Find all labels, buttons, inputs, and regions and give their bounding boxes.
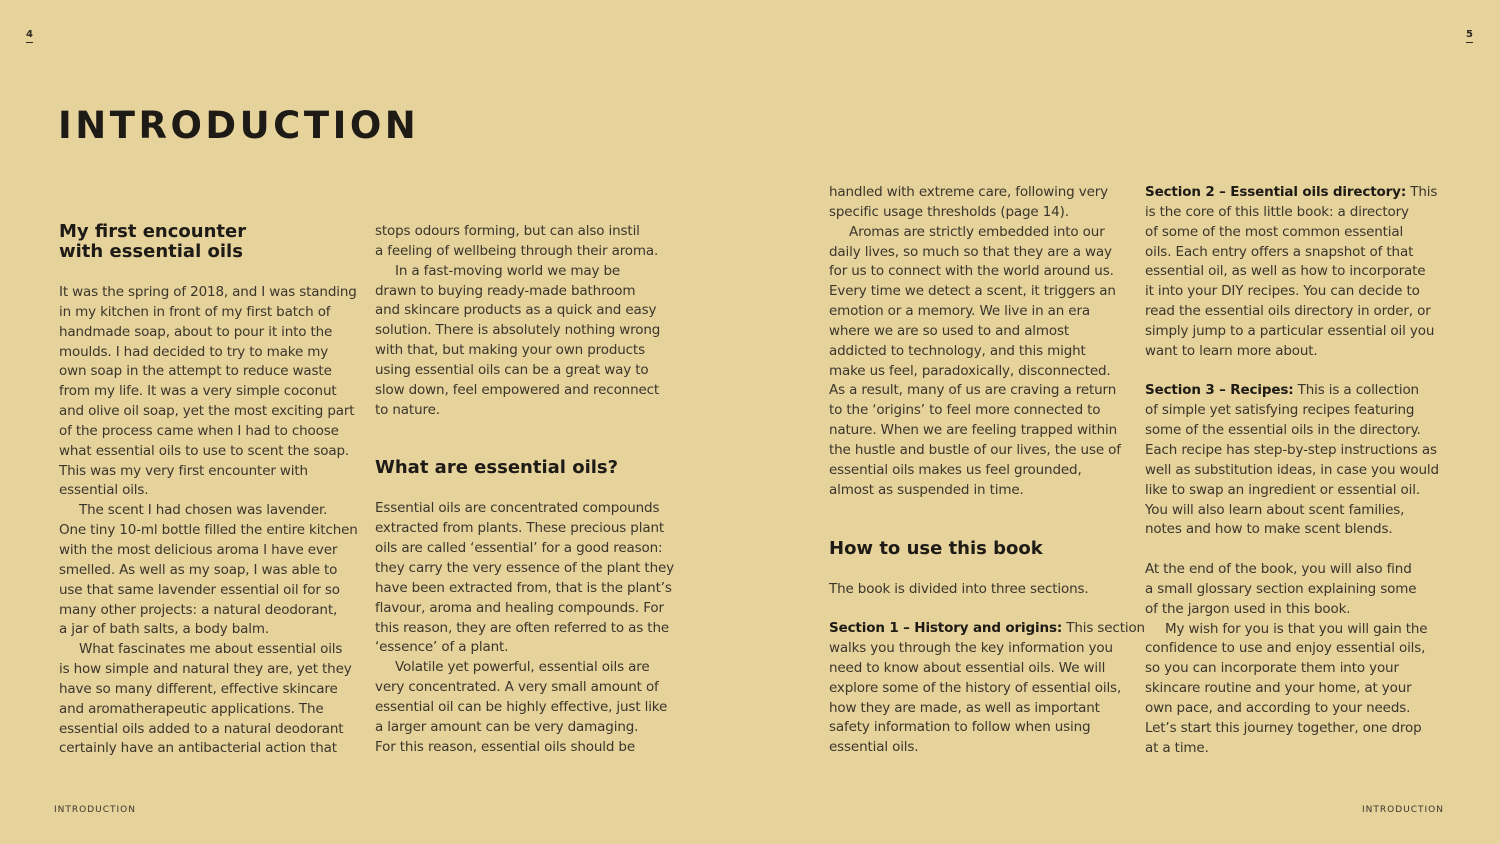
text-line: drawn to buying ready-made bathroom [375,282,636,299]
heading-first-encounter-line-2: with essential oils [59,241,243,262]
text-line: oils. Each entry offers a snapshot of that [1145,243,1414,260]
text-line: well as substitution ideas, in case you would [1145,461,1439,478]
heading-how-to-use-this-book: How to use this book [829,537,1043,559]
text-line: This was my very first encounter with [59,462,308,479]
text-line: some of the essential oils in the directory. [1145,422,1421,439]
text-line: daily lives, so much so that they are a way [829,243,1112,260]
running-footer-left: INTRODUCTION [54,805,136,815]
text-line: At the end of the book, you will also find [1145,561,1412,578]
text-line: The book is divided into three sections. [829,580,1089,597]
text-line: safety information to follow when using [829,719,1091,736]
text-line: like to swap an ingredient or essential oil. [1145,481,1420,498]
text-line: essential oil can be highly effective, just like [375,698,668,715]
text-line: Every time we detect a scent, it triggers an [829,283,1116,300]
text-line: flavour, aroma and healing compounds. For [375,599,664,616]
text-line: of some of the most common essential [1145,223,1404,240]
page-title: INTRODUCTION [58,104,420,147]
text-line: essential oils added to a natural deodorant [59,720,344,737]
text-line: with the most delicious aroma I have ever [59,541,338,558]
heading-first-encounter-line-1: My first encounter [59,221,247,242]
heading-what-are-essential-oils: What are essential oils? [375,457,619,479]
text-line: is the core of this little book: a directory [1145,203,1409,220]
text-line: smelled. As well as my soap, I was able to [59,561,338,578]
text-line: essential oils makes us feel grounded, [829,461,1082,478]
text-line: You will also learn about scent families, [1145,501,1405,518]
text-line: have been extracted from, that is the plant’s [375,579,672,596]
text-line: stops odours forming, but can also instil [375,223,640,239]
text-line: a feeling of wellbeing through their aroma. [375,242,659,259]
text-line: handled with extreme care, following very [829,184,1108,200]
section-2-line [1145,183,1439,203]
text-line: explore some of the history of essential oils, [829,679,1122,696]
text-line: a small glossary section explaining some [1145,580,1417,597]
text-line: make us feel, paradoxically, disconnected. [829,362,1111,379]
text-line: solution. There is absolutely nothing wrong [375,322,661,339]
text-line: essential oils. [59,482,149,499]
text-line: essential oil, as well as how to incorporate [1145,263,1426,280]
text-line: and skincare products as a quick and easy [375,302,657,319]
text-line: simply jump to a particular essential oil you [1145,322,1435,339]
text-line: this reason, they are often referred to as the [375,619,670,636]
text-line: moulds. I had decided to try to make my [59,343,329,360]
text-line: of simple yet satisfying recipes featuring [1145,402,1415,419]
text-line: own soap in the attempt to reduce waste [59,363,332,380]
column-2 [375,222,674,757]
text-line: a larger amount can be very damaging. [375,718,639,735]
section-1-line [829,619,1145,639]
text-line: to the ‘origins’ to feel more connected to [829,402,1101,419]
page-number-right: 5 [1466,29,1473,43]
text-line: of the process came when I had to choose [59,422,339,439]
text-line: notes and how to make scent blends. [1145,521,1393,538]
text-line: the hustle and bustle of our lives, the use of [829,441,1121,458]
text-line: extracted from plants. These precious plant [375,520,664,537]
text-line: For this reason, essential oils should be [375,738,635,755]
text-line: in my kitchen in front of my first batch of [59,303,331,320]
section-3-first-text: This is a collection [1293,382,1419,399]
column-4 [1145,183,1439,758]
text-line: with that, but making your own products [375,342,645,359]
text-line: walks you through the key information you [829,640,1113,657]
text-line: emotion or a memory. We live in an era [829,303,1090,320]
text-line: from my life. It was a very simple coconut [59,383,337,400]
text-line: many other projects: a natural deodorant, [59,601,338,618]
text-line: read the essential oils directory in order, or [1145,303,1431,320]
text-line: and olive oil soap, yet the most exciting part [59,403,355,420]
text-line: ‘essence’ of a plant. [375,639,509,656]
text-line: almost as suspended in time. [829,481,1024,498]
text-line: In a fast-moving world we may be [395,262,621,279]
text-line: nature. When we are feeling trapped within [829,422,1117,439]
text-line: want to learn more about. [1145,342,1318,359]
text-line: essential oils. [829,739,919,756]
text-line: it into your DIY recipes. You can decide to [1145,283,1420,300]
text-line: what essential oils to use to scent the soap. [59,442,350,459]
text-line: What fascinates me about essential oils [79,641,343,658]
text-line: Aromas are strictly embedded into our [849,223,1105,240]
text-line: Volatile yet powerful, essential oils are [395,659,650,676]
text-line: handmade soap, about to pour it into the [59,323,333,340]
text-line: they carry the very essence of the plant they [375,559,674,576]
text-line: very concentrated. A very small amount of [375,679,659,696]
text-line: addicted to technology, and this might [829,342,1086,359]
text-line: is how simple and natural they are, yet they [59,661,352,678]
text-line: for us to connect with the world around us. [829,263,1114,280]
text-line: need to know about essential oils. We will [829,659,1106,676]
text-line: specific usage thresholds (page 14). [829,203,1069,220]
section-1-first-text: This section [1062,620,1145,637]
text-line: One tiny 10-ml bottle filled the entire kitchen [59,522,358,539]
text-line: slow down, feel empowered and reconnect [375,381,660,398]
section-1-label: Section 1 – History and origins: [829,620,1063,637]
text-line: Let’s start this journey together, one drop [1145,719,1422,736]
text-line: certainly have an antibacterial action that [59,740,337,757]
text-line: use that same lavender essential oil for so [59,581,340,598]
text-line: Each recipe has step-by-step instructions as [1145,441,1437,458]
text-line: using essential oils can be a great way to [375,361,649,378]
text-line: have so many different, effective skincare [59,680,338,697]
text-line: a jar of bath salts, a body balm. [59,621,270,638]
column-3 [829,183,1145,758]
section-3-label: Section 3 – Recipes: [1145,382,1294,399]
text-line: so you can incorporate them into your [1145,660,1399,677]
text-line: Essential oils are concentrated compounds [375,500,660,517]
text-line: It was the spring of 2018, and I was standing [59,284,357,300]
text-line: of the jargon used in this book. [1145,600,1351,617]
text-line: confidence to use and enjoy essential oils, [1145,640,1426,657]
running-footer-right: INTRODUCTION [1362,805,1444,815]
text-line: at a time. [1145,739,1209,756]
text-line: own pace, and according to your needs. [1145,699,1411,716]
text-line: As a result, many of us are craving a return [829,382,1117,399]
text-line: skincare routine and your home, at your [1145,680,1412,697]
text-line: The scent I had chosen was lavender. [79,502,328,519]
column-1 [59,222,358,759]
text-line: to nature. [375,401,440,418]
text-line: My wish for you is that you will gain the [1165,620,1428,637]
page-number-left: 4 [26,29,33,43]
section-2-label: Section 2 – Essential oils directory: [1145,184,1407,200]
text-line: how they are made, as well as important [829,699,1100,716]
text-line: oils are called ‘essential’ for a good reason: [375,540,663,557]
text-line: where we are so used to and almost [829,322,1070,339]
text-line: and aromatherapeutic applications. The [59,700,324,717]
section-2-first-text: This [1406,184,1438,200]
section-3-line [1145,381,1439,401]
